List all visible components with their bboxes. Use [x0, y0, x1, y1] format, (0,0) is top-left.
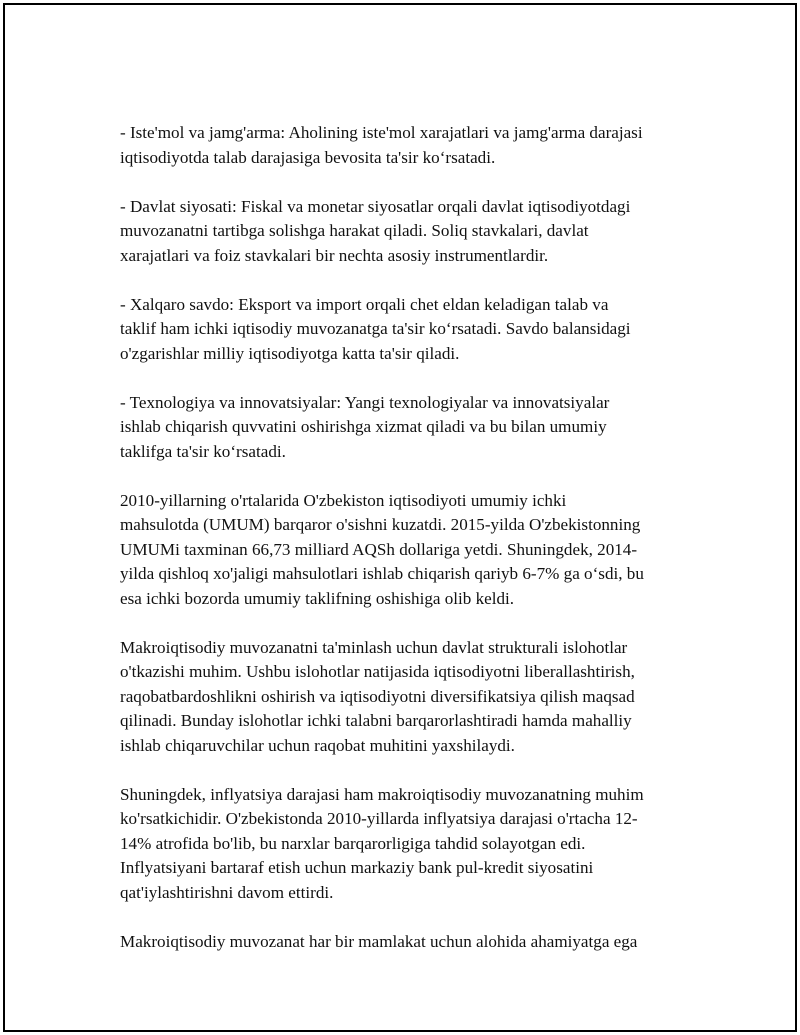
document-body [120, 121, 700, 979]
paragraph-technology-innovation: - Texnologiya va innovatsiyalar: Yangi texnologiyalar va innovatsiyalar ishlab chiqarish quvvatini oshirishga xizmat qiladi va bu bilan umumiy taklifga ta'sir koʻrsatadi. [120, 392, 610, 461]
paragraph-structural-reforms: Makroiqtisodiy muvozanatni ta'minlash uchun davlat strukturali islohotlar o'tkazishi muhim. Ushbu islohotlar natijasida iqtisodiyotni liberallashtirish, raqobatbardoshlikni oshirish va iqtisodiyotni diversifikatsiya qilish maqsad qilinadi. Bunday islohotlar ichki talabni barqarorlashtiradi hamda mahalliy ishlab chiqaruvchilar uchun raqobat muhitini yaxshilaydi. [120, 637, 635, 755]
document-page [3, 3, 797, 1032]
paragraph-international-trade: - Xalqaro savdo: Eksport va import orqali chet eldan keladigan talab va taklif ham ichki iqtisodiy muvozanatga ta'sir koʻrsatadi. Savdo balansidagi o'zgarishlar milliy iqtisodiyotga katta ta'sir qiladi. [120, 294, 631, 363]
paragraph-gdp-growth: 2010-yillarning o'rtalarida O'zbekiston iqtisodiyoti umumiy ichki mahsulotda (UMUM) barqaror o'sishni kuzatdi. 2015-yilda O'zbekistonning UMUMi taxminan 66,73 milliard AQSh dollariga yetdi. Shuningdek, 2014- yilda qishloq xo'jaligi mahsulotlari ishlab chiqarish qariyb 6-7% ga oʻsdi, bu esa ichki bozorda umumiy taklifning oshishiga olib keldi. [120, 490, 644, 608]
paragraph-conclusion: Makroiqtisodiy muvozanat har bir mamlakat uchun alohida ahamiyatga ega [120, 931, 638, 951]
paragraph-government-policy: - Davlat siyosati: Fiskal va monetar siyosatlar orqali davlat iqtisodiyotdagi muvozanatni tartibga solishga harakat qiladi. Soliq stavkalari, davlat xarajatlari va foiz stavkalari bir nechta asosiy instrumentlardir. [120, 196, 631, 265]
paragraph-consumption-savings: - Iste'mol va jamg'arma: Aholining iste'mol xarajatlari va jamg'arma darajasi iqtisodiyotda talab darajasiga bevosita ta'sir koʻrsatadi. [120, 123, 643, 167]
paragraph-inflation: Shuningdek, inflyatsiya darajasi ham makroiqtisodiy muvozanatning muhim ko'rsatkichidir. O'zbekistonda 2010-yillarda inflyatsiya darajasi o'rtacha 12- 14% atrofida bo'lib, bu narxlar barqarorligiga tahdid solayotgan edi. Inflyatsiyani bartaraf etish uchun markaziy bank pul-kredit siyosatini qat'iylashtirishni davom ettirdi. [120, 784, 644, 902]
